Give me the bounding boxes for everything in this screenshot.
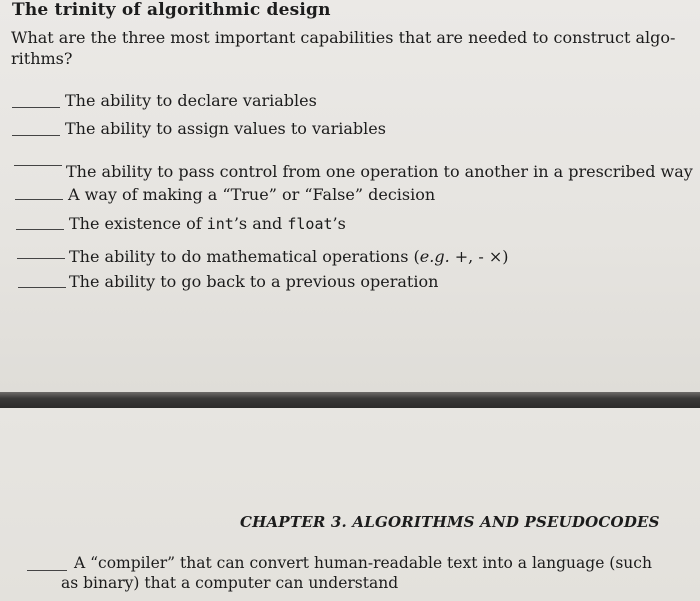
code-int: int	[206, 215, 234, 233]
option-text: The ability to declare variables	[65, 91, 317, 110]
option-text-part: ’s	[332, 214, 346, 233]
option-text-part: The existence of	[69, 214, 207, 233]
answer-blank[interactable]	[17, 258, 65, 259]
answer-blank[interactable]	[12, 135, 60, 136]
option-item-compiler	[0, 553, 700, 601]
option-text: A “compiler” that can convert human-readable text into a language (such as binary) that a computer can understand	[61, 554, 652, 592]
option-text: The ability to assign values to variables	[65, 119, 386, 138]
answer-blank[interactable]	[15, 199, 63, 200]
option-item	[0, 119, 700, 146]
page-divider	[0, 392, 700, 408]
answer-blank[interactable]	[12, 107, 60, 108]
option-item	[0, 247, 700, 271]
option-text: The ability to pass control from one operation to another in a prescribed way	[66, 162, 693, 181]
answer-blank[interactable]	[14, 165, 62, 166]
question-text: What are the three most important capabilities that are needed to construct algo- rithms?	[11, 28, 676, 68]
option-item	[0, 273, 700, 297]
option-text-part: ’s and	[233, 214, 288, 233]
option-item	[0, 162, 700, 186]
option-item	[0, 216, 700, 240]
section-title: The trinity of algorithmic design	[12, 0, 331, 20]
option-text: The ability to go back to a previous operation	[69, 272, 439, 291]
option-text	[69, 247, 508, 266]
page-bottom	[0, 408, 700, 601]
option-text	[69, 214, 346, 233]
code-float: float	[287, 215, 333, 233]
option-text-part: +, - ×)	[449, 247, 509, 266]
chapter-heading: CHAPTER 3. ALGORITHMS AND PSEUDOCODES	[240, 513, 660, 531]
option-item	[0, 187, 700, 211]
option-item	[0, 90, 700, 114]
answer-blank[interactable]	[16, 229, 64, 230]
answer-blank[interactable]	[18, 287, 66, 288]
option-text-part: The ability to do mathematical operations (	[69, 247, 420, 266]
option-text-emphasis: e.g.	[419, 247, 450, 266]
option-text: A way of making a “True” or “False” decision	[68, 185, 436, 204]
